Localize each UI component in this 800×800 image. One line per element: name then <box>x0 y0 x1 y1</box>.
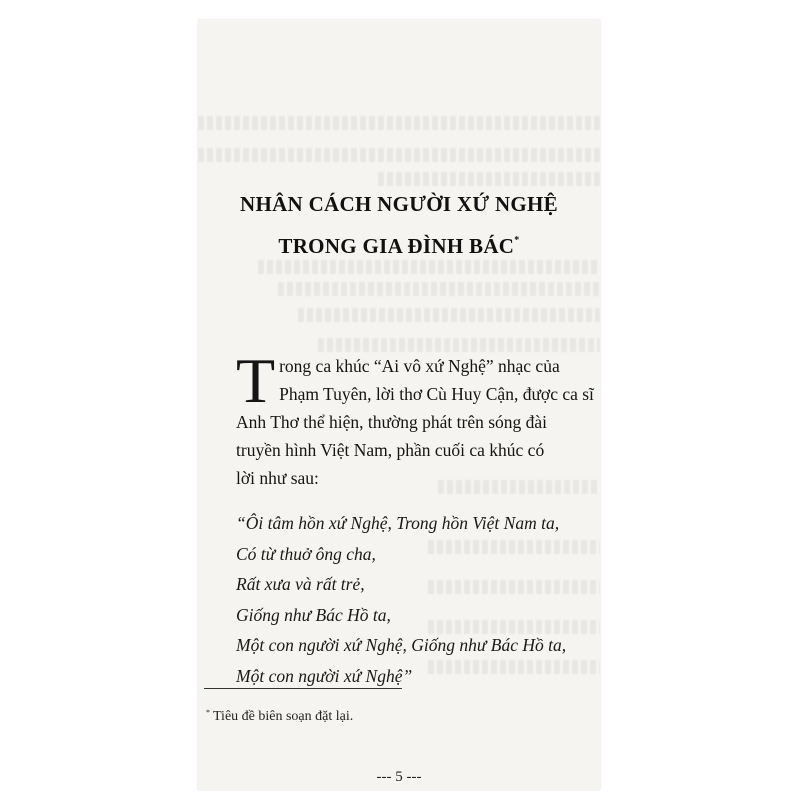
paragraph-line-5: lời như sau: <box>236 468 319 488</box>
footnote-divider <box>204 688 402 689</box>
footnote <box>206 708 353 725</box>
page-number: --- 5 --- <box>376 769 422 785</box>
footnote-text: Tiêu đề biên soạn đặt lại. <box>213 709 354 724</box>
paragraph-line-2: Phạm Tuyên, lời thơ Cù Huy Cận, được ca sĩ <box>279 384 594 404</box>
song-lyrics <box>236 508 600 691</box>
chapter-title-text: TRONG GIA ĐÌNH BÁC <box>278 234 515 258</box>
book-page <box>198 20 600 790</box>
paragraph-line-4: truyền hình Việt Nam, phần cuối ca khúc có <box>236 440 545 460</box>
paragraph-line-1: rong ca khúc “Ai vô xứ Nghệ” nhạc của <box>279 356 560 376</box>
lyric-line: Có từ thuở ông cha, <box>236 543 376 564</box>
footnote-marker: * <box>206 708 210 717</box>
footnote-reference: * <box>514 235 520 246</box>
chapter-title-line-1: NHÂN CÁCH NGƯỜI XỨ NGHỆ <box>239 192 558 216</box>
lyric-line: Một con người xứ Nghệ, Giống như Bác Hồ ta, <box>236 635 567 655</box>
opening-paragraph <box>236 345 598 492</box>
lyric-line: Giống như Bác Hồ ta, <box>236 604 391 625</box>
paragraph-line-3: Anh Thơ thể hiện, thường phát trên sóng đài <box>236 412 548 432</box>
drop-cap: T <box>236 345 276 416</box>
lyric-line: Rất xưa và rất trẻ, <box>236 574 365 594</box>
lyric-line: “Ôi tâm hồn xứ Nghệ, Trong hồn Việt Nam ta, <box>236 513 560 533</box>
lyric-line: Một con người xứ Nghệ” <box>236 665 413 686</box>
chapter-title-line-2 <box>198 234 600 259</box>
